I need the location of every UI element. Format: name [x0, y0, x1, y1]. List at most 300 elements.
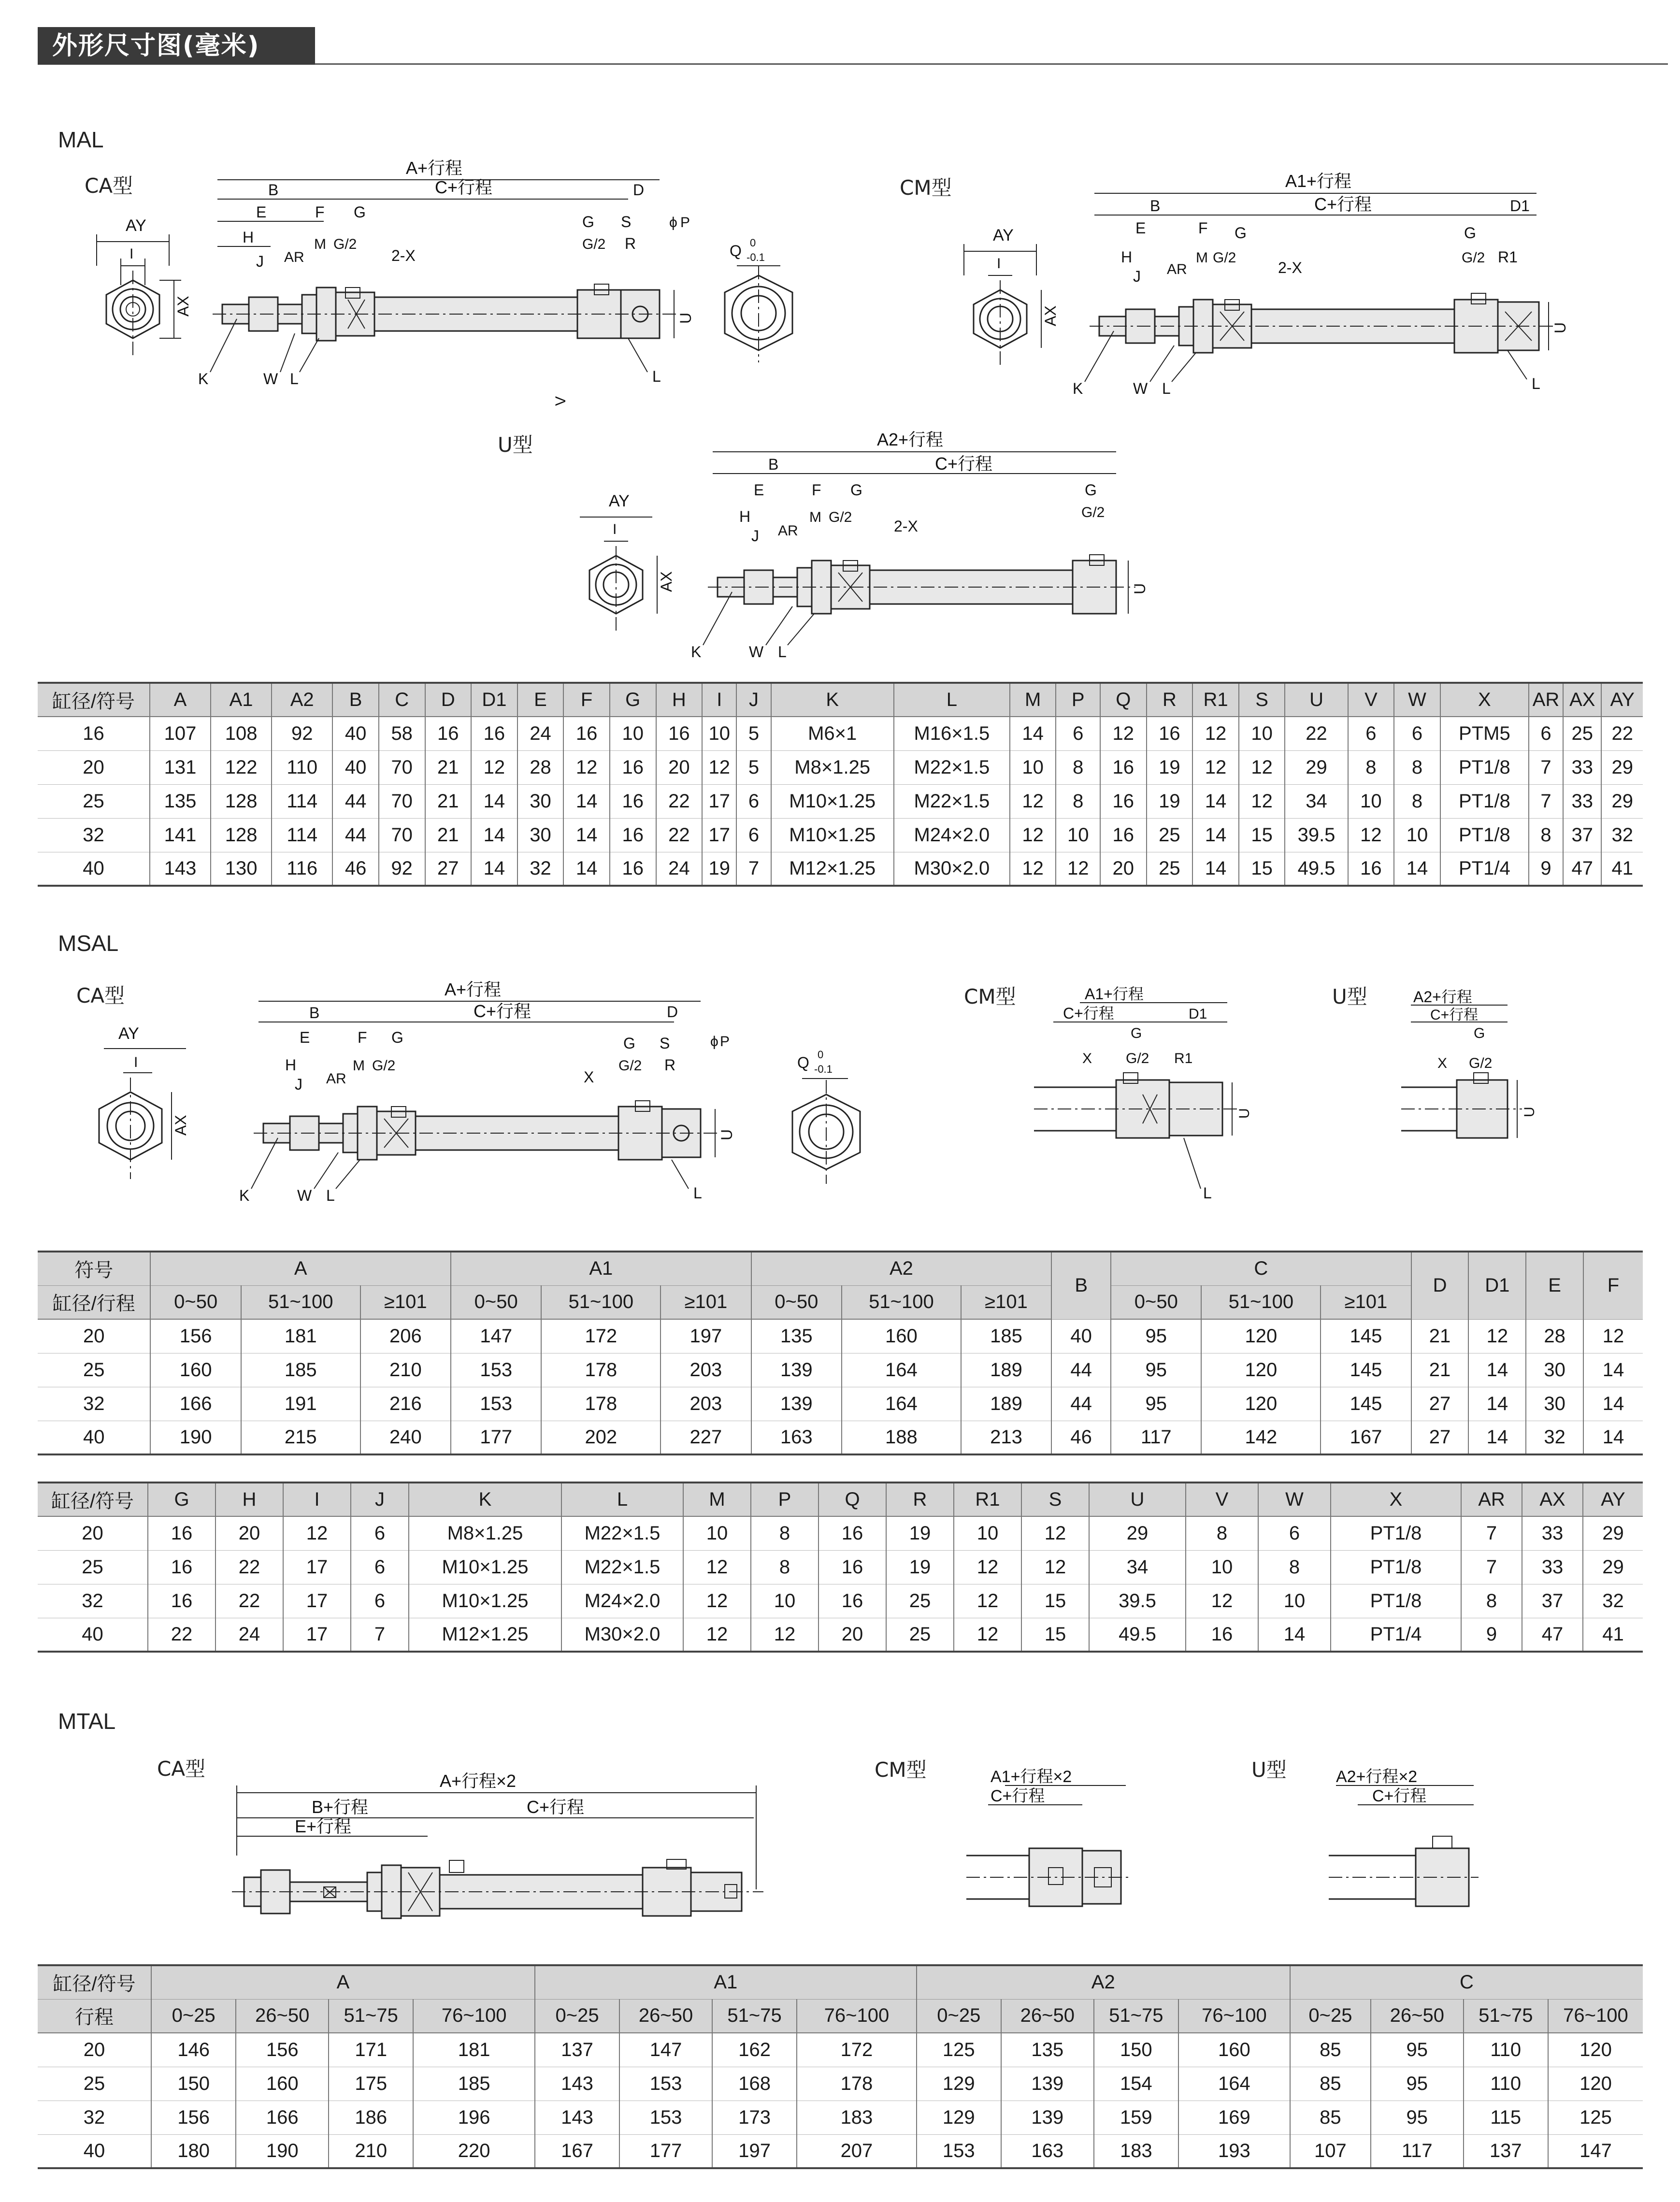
table-cell: 19 — [1147, 750, 1193, 784]
table-cell: M24×2.0 — [561, 1584, 683, 1618]
mtal-dimension-table — [38, 1964, 1643, 2169]
table-cell: 177 — [619, 2134, 712, 2168]
section-title-mal: MAL — [58, 127, 104, 152]
table-header-cell: 缸径/行程 — [38, 1285, 150, 1319]
table-cell: M24×2.0 — [894, 818, 1010, 852]
table-cell: 49.5 — [1089, 1618, 1186, 1652]
table-cell: 175 — [329, 2067, 413, 2101]
table-cell: 10 — [1239, 717, 1285, 750]
svg-text:2-X: 2-X — [391, 247, 416, 264]
svg-text:AY: AY — [609, 492, 630, 510]
table-cell: 143 — [535, 2067, 619, 2101]
table-cell: 14 — [1010, 717, 1056, 750]
table-header-cell: S — [1239, 683, 1285, 717]
svg-text:A+行程: A+行程 — [406, 158, 463, 178]
table-cell: 39.5 — [1089, 1584, 1186, 1618]
svg-text:L: L — [693, 1184, 702, 1202]
table-cell: 163 — [751, 1421, 842, 1454]
table-cell: 16 — [1147, 717, 1193, 750]
msal-dimension-table-1 — [38, 1251, 1643, 1455]
table-cell: 160 — [842, 1319, 961, 1353]
table-cell: 12 — [1583, 1319, 1643, 1353]
table-cell: 27 — [425, 852, 472, 886]
table-cell: 6 — [351, 1516, 409, 1550]
table-cell: 21 — [425, 784, 472, 818]
table-header-cell: Q — [1100, 683, 1147, 717]
svg-text:AR: AR — [326, 1071, 346, 1087]
table-cell: 95 — [1371, 2101, 1464, 2134]
table-cell: 164 — [1178, 2067, 1290, 2101]
table-cell: 8 — [751, 1516, 818, 1550]
table-cell: 8 — [1186, 1516, 1258, 1550]
svg-text:G/2: G/2 — [1213, 250, 1236, 266]
table-cell: 16 — [610, 818, 656, 852]
table-cell: 160 — [150, 1353, 241, 1387]
table-header-cell: K — [771, 683, 894, 717]
msal-ca-side-view — [237, 981, 744, 1213]
table-cell: M8×1.25 — [409, 1516, 561, 1550]
table-header-cell: A — [150, 683, 211, 717]
table-cell: 12 — [1010, 818, 1056, 852]
table-cell: 12 — [1021, 1550, 1089, 1584]
svg-text:G/2: G/2 — [1081, 504, 1105, 520]
table-cell: 29 — [1583, 1550, 1643, 1584]
table-cell: 154 — [1094, 2067, 1178, 2101]
table-cell: 120 — [1548, 2033, 1643, 2067]
table-cell: 207 — [797, 2134, 916, 2168]
table-cell: 143 — [150, 852, 211, 886]
table-cell: 25 — [1563, 717, 1601, 750]
table-cell: 129 — [917, 2067, 1001, 2101]
table-cell: 22 — [215, 1584, 283, 1618]
table-header-cell: E — [517, 683, 564, 717]
svg-text:D: D — [667, 1003, 678, 1021]
svg-text:R: R — [664, 1056, 676, 1074]
view-label-msal-ca: CA型 — [76, 984, 125, 1007]
table-cell: 160 — [236, 2067, 329, 2101]
table-header-cell: C — [1111, 1252, 1411, 1285]
table-header-cell: R1 — [954, 1482, 1021, 1516]
table-cell: 135 — [751, 1319, 842, 1353]
table-row — [38, 2033, 1643, 2067]
svg-text:AY: AY — [118, 1024, 139, 1043]
table-cell: 163 — [1001, 2134, 1094, 2168]
svg-text:A1+行程: A1+行程 — [1085, 985, 1144, 1003]
table-cell: 16 — [563, 717, 610, 750]
table-cell: 6 — [351, 1584, 409, 1618]
table-cell: 190 — [236, 2134, 329, 2168]
table-header-cell: U — [1089, 1482, 1186, 1516]
table-cell: 17 — [283, 1584, 351, 1618]
table-cell: 21 — [1411, 1353, 1469, 1387]
svg-text:S: S — [660, 1035, 670, 1052]
svg-text:V: V — [553, 396, 569, 406]
svg-text:W: W — [1133, 380, 1148, 397]
svg-text:G: G — [623, 1035, 635, 1052]
table-row — [38, 2067, 1643, 2101]
page-title: 外形尺寸图(毫米) — [38, 27, 315, 65]
table-header-cell: M — [683, 1482, 751, 1516]
table-cell: 85 — [1290, 2033, 1371, 2067]
table-header-cell: A2 — [917, 1965, 1290, 1999]
table-header-cell: A — [150, 1252, 451, 1285]
table-header-cell: 0~50 — [451, 1285, 541, 1319]
table-cell: 9 — [1461, 1618, 1522, 1652]
svg-text:A+行程: A+行程 — [445, 979, 502, 999]
table-cell: 20 — [38, 1516, 148, 1550]
table-header-cell: A1 — [451, 1252, 751, 1285]
table-cell: 85 — [1290, 2067, 1371, 2101]
table-cell: 12 — [563, 750, 610, 784]
view-label-mal-u: U型 — [498, 433, 533, 457]
table-header-cell: A1 — [211, 683, 272, 717]
svg-text:P: P — [720, 1034, 730, 1050]
svg-text:-0.1: -0.1 — [814, 1063, 833, 1075]
svg-text:ϕ: ϕ — [669, 215, 677, 230]
svg-text:U: U — [1551, 322, 1569, 333]
table-cell: 95 — [1111, 1319, 1201, 1353]
table-cell: 10 — [683, 1516, 751, 1550]
table-cell: 34 — [1285, 784, 1348, 818]
table-header-cell: 76~100 — [797, 1999, 916, 2033]
table-cell: 196 — [413, 2101, 535, 2134]
view-label-mtal-ca: CA型 — [157, 1757, 206, 1781]
svg-text:2-X: 2-X — [894, 518, 918, 535]
table-cell: 110 — [272, 750, 332, 784]
table-cell: 203 — [661, 1353, 751, 1387]
msal-u-view — [1401, 988, 1565, 1184]
table-cell: 29 — [1089, 1516, 1186, 1550]
table-cell: M10×1.25 — [409, 1550, 561, 1584]
svg-text:K: K — [1073, 380, 1083, 397]
table-cell: 8 — [1394, 784, 1440, 818]
table-cell: 8 — [1056, 750, 1100, 784]
svg-text:G/2: G/2 — [829, 509, 852, 525]
svg-text:P: P — [680, 215, 690, 230]
table-header-cell: D1 — [1468, 1252, 1526, 1319]
table-header-cell: U — [1285, 683, 1348, 717]
svg-text:AX: AX — [174, 296, 192, 317]
svg-text:I: I — [129, 246, 134, 262]
table-cell: 110 — [1464, 2067, 1548, 2101]
table-header-cell: B — [332, 683, 379, 717]
table-cell: PT1/8 — [1440, 784, 1529, 818]
table-row — [38, 1387, 1643, 1421]
table-cell: 189 — [961, 1387, 1051, 1421]
table-header-cell: R — [1147, 683, 1193, 717]
table-cell: 145 — [1321, 1353, 1411, 1387]
table-cell: 7 — [736, 852, 771, 886]
svg-text:C+行程: C+行程 — [1314, 194, 1372, 214]
table-cell: 40 — [332, 717, 379, 750]
table-header-cell: AR — [1461, 1482, 1522, 1516]
table-cell: 189 — [961, 1353, 1051, 1387]
table-cell: 95 — [1111, 1387, 1201, 1421]
table-cell: 145 — [1321, 1387, 1411, 1421]
table-cell: M22×1.5 — [561, 1550, 683, 1584]
svg-text:W: W — [297, 1187, 312, 1204]
table-cell: 147 — [619, 2033, 712, 2067]
table-cell: 164 — [842, 1353, 961, 1387]
table-cell: 28 — [1526, 1319, 1583, 1353]
table-cell: 16 — [656, 717, 703, 750]
table-cell: 143 — [535, 2101, 619, 2134]
svg-text:K: K — [239, 1187, 250, 1204]
table-cell: 116 — [272, 852, 332, 886]
table-header-row — [38, 1965, 1643, 1999]
table-cell: 40 — [83, 857, 104, 879]
table-row — [38, 2101, 1643, 2134]
table-cell: 21 — [1411, 1319, 1469, 1353]
table-cell: 33 — [1522, 1516, 1583, 1550]
view-label-msal-u: U型 — [1332, 985, 1367, 1008]
svg-text:M: M — [809, 509, 821, 525]
svg-text:E+行程: E+行程 — [295, 1816, 352, 1836]
svg-text:D1: D1 — [1189, 1006, 1207, 1022]
table-cell: 16 — [148, 1550, 215, 1584]
table-cell: 10 — [1394, 818, 1440, 852]
table-cell: 12 — [1239, 784, 1285, 818]
svg-text:F: F — [358, 1029, 367, 1046]
table-cell: 20 — [215, 1516, 283, 1550]
table-cell: 8 — [1258, 1550, 1331, 1584]
table-cell: 15 — [1239, 818, 1285, 852]
table-cell: 14 — [1583, 1421, 1643, 1454]
table-cell: 25 — [38, 2067, 151, 2101]
table-cell: 122 — [211, 750, 272, 784]
table-cell: 16 — [38, 717, 150, 750]
mal-cm-end-view — [940, 222, 1061, 382]
table-header-cell: H — [656, 683, 703, 717]
table-header-row — [38, 1999, 1643, 2033]
table-cell: 12 — [683, 1584, 751, 1618]
svg-text:X: X — [584, 1068, 594, 1086]
svg-text:H: H — [285, 1056, 297, 1074]
table-cell: 14 — [1258, 1618, 1331, 1652]
table-cell: 95 — [1371, 2067, 1464, 2101]
table-cell: 17 — [283, 1550, 351, 1584]
table-cell: 30 — [1526, 1353, 1583, 1387]
table-cell: 16 — [148, 1584, 215, 1618]
table-cell: 188 — [842, 1421, 961, 1454]
svg-text:L: L — [290, 370, 299, 388]
table-cell: 14 — [471, 852, 517, 886]
table-cell: 29 — [1601, 784, 1643, 818]
table-cell: M12×1.25 — [409, 1618, 561, 1652]
svg-text:B: B — [268, 181, 279, 199]
table-cell: 6 — [1056, 717, 1100, 750]
svg-text:B: B — [768, 456, 779, 473]
mal-u-end-view — [556, 488, 676, 648]
table-cell: 46 — [332, 852, 379, 886]
table-header-cell: 26~50 — [1371, 1999, 1464, 2033]
svg-text:F: F — [315, 203, 325, 221]
table-cell: 167 — [535, 2134, 619, 2168]
table-cell: 110 — [1464, 2033, 1548, 2067]
table-header-row — [38, 1252, 1643, 1285]
table-cell: 8 — [1056, 784, 1100, 818]
table-header-cell: 0~25 — [151, 1999, 236, 2033]
table-cell: 14 — [1468, 1353, 1526, 1387]
mal-dimension-table — [38, 682, 1643, 887]
table-header-cell: C — [379, 683, 425, 717]
table-header-cell: 51~100 — [241, 1285, 360, 1319]
svg-text:A1+行程: A1+行程 — [1285, 171, 1352, 191]
table-cell: 29 — [1285, 750, 1348, 784]
svg-text:I: I — [613, 521, 617, 537]
table-header-cell: J — [351, 1482, 409, 1516]
table-cell: 29 — [1601, 750, 1643, 784]
table-cell: 16 — [148, 1516, 215, 1550]
table-header-cell: 51~100 — [842, 1285, 961, 1319]
table-cell: 6 — [351, 1550, 409, 1584]
table-header-cell: D1 — [471, 683, 517, 717]
svg-text:AR: AR — [284, 249, 304, 265]
table-header-cell: A2 — [272, 683, 332, 717]
svg-text:AR: AR — [778, 523, 798, 539]
table-cell: 19 — [702, 852, 736, 886]
table-row — [38, 1516, 1643, 1550]
svg-text:A+行程×2: A+行程×2 — [440, 1771, 517, 1791]
table-cell: 58 — [379, 717, 425, 750]
svg-text:H: H — [1121, 248, 1133, 266]
svg-text:W: W — [749, 643, 764, 661]
table-cell: 128 — [211, 784, 272, 818]
table-header-cell: I — [283, 1482, 351, 1516]
section-title-mtal: MTAL — [58, 1709, 116, 1734]
table-cell: 162 — [712, 2033, 797, 2067]
svg-text:-0.1: -0.1 — [747, 251, 765, 263]
table-cell: 95 — [1111, 1353, 1201, 1387]
table-cell: 14 — [563, 784, 610, 818]
table-header-cell: 51~100 — [541, 1285, 661, 1319]
table-cell: 17 — [702, 784, 736, 818]
table-cell: 17 — [283, 1618, 351, 1652]
svg-text:C+行程: C+行程 — [474, 1001, 531, 1021]
table-header-row — [38, 1285, 1643, 1319]
table-cell: 210 — [329, 2134, 413, 2168]
table-header-cell: M — [1010, 683, 1056, 717]
table-cell: 41 — [1601, 852, 1643, 886]
svg-text:C+行程: C+行程 — [1372, 1787, 1427, 1805]
table-cell: 32 — [38, 1584, 148, 1618]
table-cell: 6 — [736, 818, 771, 852]
table-cell: 14 — [1468, 1387, 1526, 1421]
table-header-cell: P — [751, 1482, 818, 1516]
table-row — [38, 2134, 1643, 2168]
table-cell: 32 — [1526, 1421, 1583, 1454]
table-cell: 30 — [517, 818, 564, 852]
mtal-ca-side-view — [222, 1769, 773, 1952]
table-header-cell: 0~25 — [535, 1999, 619, 2033]
svg-text:A2+行程: A2+行程 — [1413, 988, 1472, 1006]
table-cell: 153 — [619, 2101, 712, 2134]
svg-text:I: I — [134, 1054, 138, 1070]
table-cell: 178 — [797, 2067, 916, 2101]
table-cell: 130 — [211, 852, 272, 886]
table-cell: 22 — [656, 818, 703, 852]
table-cell: 206 — [360, 1319, 451, 1353]
view-label-mal-ca: CA型 — [85, 174, 133, 198]
table-header-cell: 51~75 — [1464, 1999, 1548, 2033]
table-cell: 14 — [471, 784, 517, 818]
mal-q-view — [710, 237, 817, 372]
table-cell: 7 — [1529, 784, 1563, 818]
table-row — [38, 1353, 1643, 1387]
table-header-cell: 行程 — [38, 1999, 151, 2033]
table-header-cell: A2 — [751, 1252, 1052, 1285]
view-label-mtal-u: U型 — [1251, 1758, 1287, 1782]
table-cell: 22 — [148, 1618, 215, 1652]
table-cell: 117 — [1111, 1421, 1201, 1454]
table-header-cell: G — [148, 1482, 215, 1516]
table-cell: 146 — [151, 2033, 236, 2067]
table-cell: M30×2.0 — [894, 852, 1010, 886]
table-cell: 20 — [1100, 852, 1147, 886]
table-cell: 16 — [1348, 852, 1394, 886]
svg-text:U: U — [677, 312, 694, 324]
table-header-cell: ≥101 — [1321, 1285, 1411, 1319]
svg-text:U: U — [1522, 1107, 1537, 1117]
svg-text:ϕ: ϕ — [710, 1034, 718, 1050]
svg-text:2-X: 2-X — [1278, 259, 1302, 276]
svg-text:A1+行程×2: A1+行程×2 — [991, 1768, 1072, 1786]
table-header-cell: D — [425, 683, 472, 717]
table-header-cell: AX — [1563, 683, 1601, 717]
table-row — [38, 784, 1643, 818]
table-header-cell: C — [1290, 1965, 1643, 1999]
table-header-cell: V — [1186, 1482, 1258, 1516]
svg-text:L: L — [1203, 1184, 1212, 1202]
table-header-row — [38, 683, 1643, 717]
table-header-cell: AX — [1522, 1482, 1583, 1516]
table-cell: 153 — [451, 1387, 541, 1421]
table-cell: 107 — [1290, 2134, 1371, 2168]
svg-text:G/2: G/2 — [372, 1058, 396, 1074]
svg-text:K: K — [198, 370, 209, 388]
table-cell: 14 — [563, 852, 610, 886]
table-cell: M10×1.25 — [771, 818, 894, 852]
svg-text:G/2: G/2 — [582, 236, 606, 252]
table-cell: 180 — [151, 2134, 236, 2168]
svg-text:W: W — [263, 370, 278, 388]
table-header-cell: AY — [1601, 683, 1643, 717]
table-header-cell: R1 — [1192, 683, 1239, 717]
table-cell: 49.5 — [1285, 852, 1348, 886]
table-cell: 185 — [241, 1353, 360, 1387]
table-cell: 153 — [451, 1353, 541, 1387]
table-cell: 12 — [1468, 1319, 1526, 1353]
svg-text:G: G — [354, 203, 366, 221]
svg-text:L: L — [326, 1187, 335, 1204]
svg-text:F: F — [812, 481, 821, 499]
table-cell: 168 — [712, 2067, 797, 2101]
table-header-cell: AR — [1529, 683, 1563, 717]
table-header-cell: AY — [1583, 1482, 1643, 1516]
svg-text:A2+行程: A2+行程 — [877, 430, 944, 449]
table-cell: 70 — [379, 750, 425, 784]
svg-text:A2+行程×2: A2+行程×2 — [1336, 1768, 1418, 1786]
table-header-cell: 26~50 — [619, 1999, 712, 2033]
section-title-msal: MSAL — [58, 931, 119, 956]
table-cell: 166 — [150, 1387, 241, 1421]
table-cell: 12 — [1348, 818, 1394, 852]
table-cell: 6 — [1394, 717, 1440, 750]
header-divider — [315, 63, 1668, 65]
table-cell: 12 — [1192, 750, 1239, 784]
table-cell: 12 — [954, 1550, 1021, 1584]
table-cell: 32 — [38, 1387, 150, 1421]
